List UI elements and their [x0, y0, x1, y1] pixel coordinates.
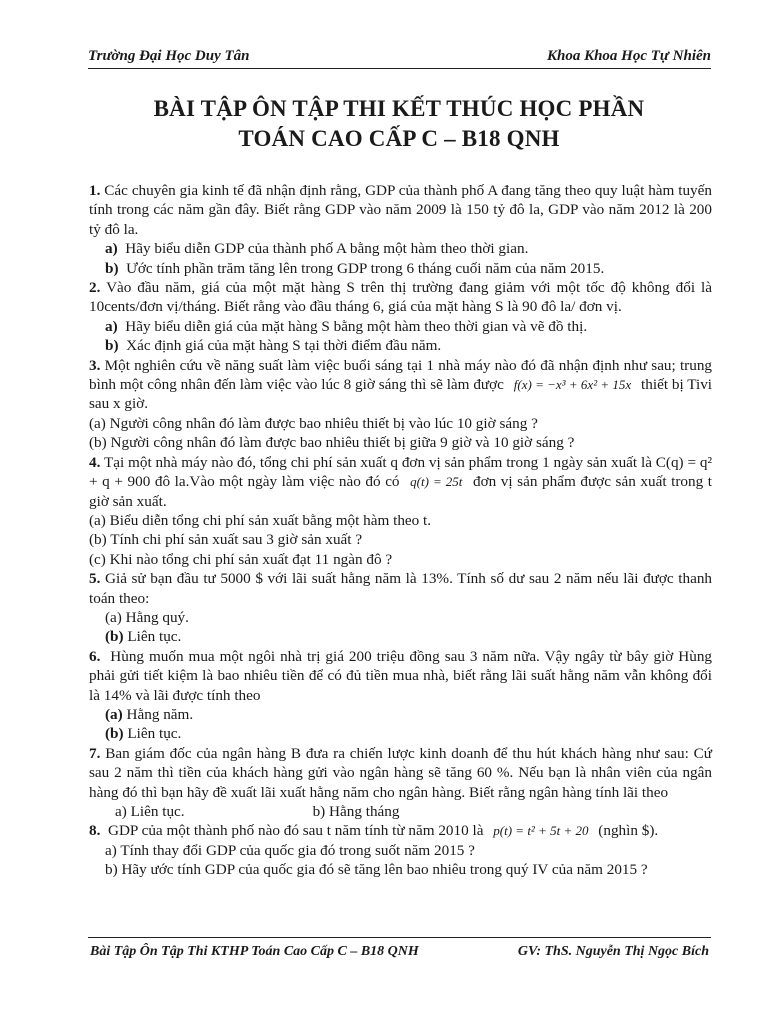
part-b: b) Hằng tháng — [312, 803, 400, 820]
question-text: Vào đầu năm, giá của một mặt hàng S trên thị trường đang giảm với một tốc độ không đổi là 10cents/đơn vị/tháng. Biết rằng vào đầu tháng 6, giá của mặt hàng S là 90 đô la/ đơn vị. — [89, 279, 712, 316]
formula: f(x) = −x³ + 6x² + 15x — [513, 377, 632, 393]
question-3-part-a: (a) Người công nhân đó làm được bao nhiêu thiết bị vào lúc 10 giờ sáng ? — [89, 414, 538, 432]
part-text: Liên tục. — [127, 628, 182, 646]
question-7 — [89, 744, 712, 802]
question-number: 3. — [89, 356, 101, 374]
question-8 — [89, 821, 712, 840]
question-4 — [89, 453, 712, 511]
formula: q(t) = 25t — [410, 474, 463, 490]
question-text: Các chuyên gia kinh tế đã nhận định rằng, GDP của thành phố A đang tăng theo quy luật hàm tuyến tính trong các năm gần đây. Biết rằng GDP vào năm 2009 là 150 tỷ đô la, GDP vào năm 2012 là 200 tỷ đô la. — [89, 182, 712, 238]
page-footer — [88, 937, 711, 959]
question-1 — [89, 181, 712, 239]
page-header — [88, 44, 711, 69]
question-text: Hùng muốn mua một ngôi nhà trị giá 200 triệu đồng sau 3 năm nữa. Vậy ngây từ bây giờ Hùng phải gửi tiết kiệm là bao nhiêu tiền để có đủ tiền mua nhà, biết rằng lãi suất hằng năm vẫn không đổi là 14% và lãi được tính theo — [89, 647, 713, 704]
part-label: a) — [105, 317, 118, 335]
question-6-part-a — [89, 705, 712, 724]
header-school: Trường Đại Học Duy Tân — [88, 48, 250, 64]
part-text: Xác định giá của mặt hàng S tại thời điểm đầu năm. — [126, 337, 442, 355]
question-4-part-b: (b) Tính chi phí sản xuất sau 3 giờ sản xuất ? — [89, 531, 363, 549]
title-line-1: BÀI TẬP ÔN TẬP THI KẾT THÚC HỌC PHẦN — [153, 96, 645, 121]
question-text: GDP của một thành phố nào đó sau t năm tính từ năm 2010 là — [107, 822, 484, 840]
question-3-part-b: (b) Người công nhân đó làm được bao nhiêu thiết bị giữa 9 giờ và 10 giờ sáng ? — [89, 434, 575, 452]
question-text-after: đơn vị sản phẩm được sản xuất trong t giờ sản xuất. — [89, 473, 712, 510]
question-2 — [89, 278, 712, 317]
question-number: 2. — [89, 279, 101, 297]
question-7-parts — [89, 802, 712, 821]
question-5 — [89, 569, 712, 608]
footer-course: Bài Tập Ôn Tập Thi KTHP Toán Cao Cấp C – B18 QNH — [90, 944, 419, 959]
question-2-part-a — [89, 317, 712, 336]
question-text: Một nghiên cứu về năng suất làm việc buổi sáng tại 1 nhà máy nào đó đã nhận định như sau; trung bình một công nhân đến làm việc vào lúc 8 giờ sáng thì sẽ làm được — [89, 356, 713, 394]
part-label: (a) — [105, 705, 123, 723]
question-2-part-b — [89, 336, 712, 355]
question-number: 7. — [89, 744, 101, 762]
question-1-part-b — [89, 259, 712, 278]
exercise-list — [89, 181, 712, 880]
unit: (nghìn $). — [598, 822, 659, 840]
question-5-part-b — [89, 627, 712, 646]
question-1-part-a — [89, 239, 712, 258]
question-number: 5. — [89, 570, 101, 588]
question-4-part-c: (c) Khi nào tổng chi phí sản xuất đạt 11 ngàn đô ? — [89, 550, 393, 568]
question-4-part-a: (a) Biểu diễn tổng chi phí sản xuất bằng một hàm theo t. — [89, 511, 432, 529]
question-text: Ban giám đốc của ngân hàng B đưa ra chiến lược kinh doanh để thu hút khách hàng như sau: Cứ sau 2 năm thì tiền của khách hàng gửi vào ngân hàng sẽ tăng 60 %. Nếu bạn là nhân viên của ngân hàng đó thì bạn hãy đề xuất lãi xuất hằng năm cho ngân hàng. Biết rằng ngân hàng tính lãi theo — [89, 744, 712, 801]
question-number: 6. — [89, 647, 101, 665]
question-number: 8. — [89, 822, 101, 840]
part-label: b) — [105, 337, 119, 355]
part-label: (b) — [105, 725, 124, 743]
question-text-after: thiết bị Tivi sau x giờ. — [89, 376, 713, 413]
question-6-part-b — [89, 724, 712, 743]
title-line-2: TOÁN CAO CẤP C – B18 QNH — [238, 126, 560, 151]
part-text: Liên tục. — [127, 725, 182, 743]
part-a: a) Liên tục. — [115, 803, 185, 820]
part-text: Hằng năm. — [126, 705, 194, 723]
formula: p(t) = t² + 5t + 20 — [493, 823, 589, 839]
question-5-part-a: (a) Hằng quý. — [105, 608, 189, 626]
question-number: 1. — [89, 182, 101, 199]
question-8-part-b: b) Hãy ước tính GDP của quốc gia đó sẽ tăng lên bao nhiêu trong quý IV của năm 2015 ? — [105, 861, 648, 879]
header-faculty: Khoa Khoa Học Tự Nhiên — [546, 48, 711, 64]
question-text: Tại một nhà máy nào đó, tổng chi phí sản xuất q đơn vị sản phẩm trong 1 ngày sản xuất là C(q) = q² + q + 900 đô la.Vào một ngày làm việc nào đó có — [89, 453, 712, 491]
question-text: Giả sử bạn đầu tư 5000 $ với lãi suất hằng năm là 13%. Tính số dư sau 2 năm nếu lãi được thanh toán theo: — [89, 570, 713, 607]
part-text: Ước tính phần trăm tăng lên trong GDP trong 6 tháng cuối năm của năm 2015. — [126, 259, 605, 277]
question-6 — [89, 647, 712, 705]
part-label: (b) — [105, 628, 124, 646]
question-3 — [89, 356, 712, 414]
part-label: a) — [105, 240, 118, 258]
footer-teacher: GV: ThS. Nguyễn Thị Ngọc Bích — [517, 944, 709, 959]
part-label: b) — [105, 259, 119, 277]
part-text: Hãy biểu diễn GDP của thành phố A bằng một hàm theo thời gian. — [125, 240, 529, 258]
question-number: 4. — [89, 453, 101, 471]
part-text: Hãy biểu diễn giá của mặt hàng S bằng một hàm theo thời gian và vẽ đồ thị. — [125, 317, 588, 335]
question-8-part-a: a) Tính thay đổi GDP của quốc gia đó trong suốt năm 2015 ? — [105, 841, 475, 859]
